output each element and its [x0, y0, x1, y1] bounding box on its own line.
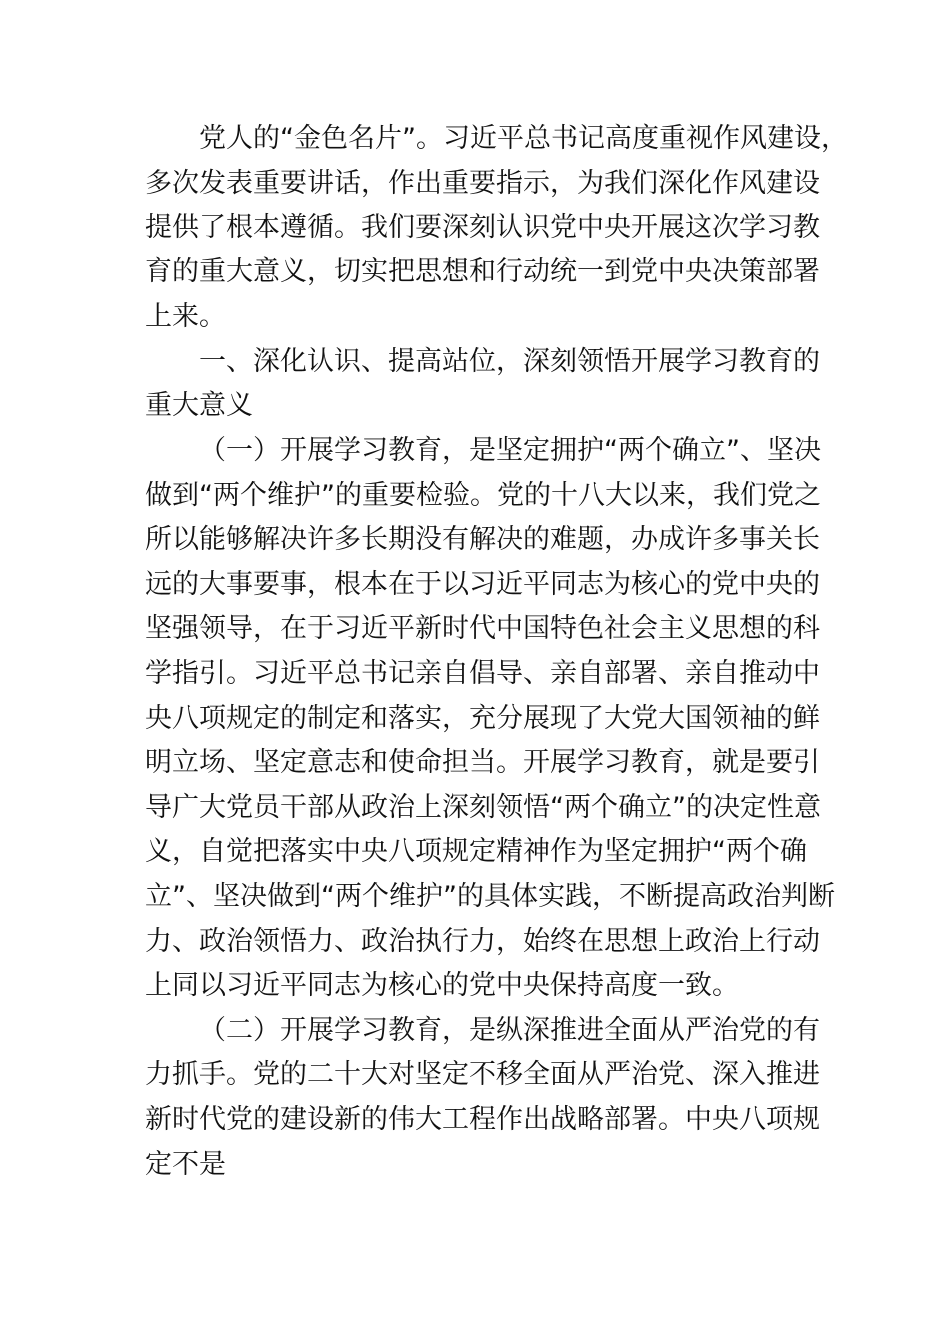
- text-line: 上同以习近平同志为核心的党中央保持高度一致。: [145, 970, 739, 1001]
- text-line: 做到“两个维护”的重要检验。党的十八大以来，我们党之: [145, 480, 821, 511]
- text-line: 党人的“金色名片”。习近平总书记高度重视作风建设，: [199, 123, 848, 154]
- text-line: 力、政治领悟力、政治执行力，始终在思想上政治上行动: [145, 926, 820, 957]
- text-line: 上来。: [145, 301, 226, 332]
- text-line: 立”、坚决做到“两个维护”的具体实践，不断提高政治判断: [145, 881, 835, 912]
- text-line: 央八项规定的制定和落实，充分展现了大党大国领袖的鲜: [145, 703, 820, 734]
- text-line: 明立场、坚定意志和使命担当。开展学习教育，就是要引: [145, 747, 820, 778]
- section-heading: 重大意义: [145, 390, 253, 421]
- text-line: 多次发表重要讲话，作出重要指示，为我们深化作风建设: [145, 168, 820, 199]
- text-line: （一）开展学习教育，是坚定拥护“两个确立”、坚决: [199, 435, 821, 466]
- text-line: 远的大事要事，根本在于以习近平同志为核心的党中央的: [145, 569, 820, 600]
- text-line: 力抓手。党的二十大对坚定不移全面从严治党、深入推进: [145, 1059, 820, 1090]
- text-line: （二）开展学习教育，是纵深推进全面从严治党的有: [199, 1015, 820, 1046]
- text-line: 所以能够解决许多长期没有解决的难题，办成许多事关长: [145, 524, 820, 555]
- text-line: 提供了根本遵循。我们要深刻认识党中央开展这次学习教: [145, 212, 820, 243]
- text-line: 坚强领导，在于习近平新时代中国特色社会主义思想的科: [145, 613, 820, 644]
- text-line: 学指引。习近平总书记亲自倡导、亲自部署、亲自推动中: [145, 658, 820, 689]
- text-line: 新时代党的建设新的伟大工程作出战略部署。中央八项规: [145, 1104, 820, 1135]
- text-line: 定不是: [145, 1149, 226, 1180]
- text-line: 导广大党员干部从政治上深刻领悟“两个确立”的决定性意: [145, 792, 821, 823]
- text-line: 义，自觉把落实中央八项规定精神作为坚定拥护“两个确: [145, 836, 807, 867]
- text-line: 育的重大意义，切实把思想和行动统一到党中央决策部署: [145, 256, 820, 287]
- section-heading: 一、深化认识、提高站位，深刻领悟开展学习教育的: [199, 346, 820, 377]
